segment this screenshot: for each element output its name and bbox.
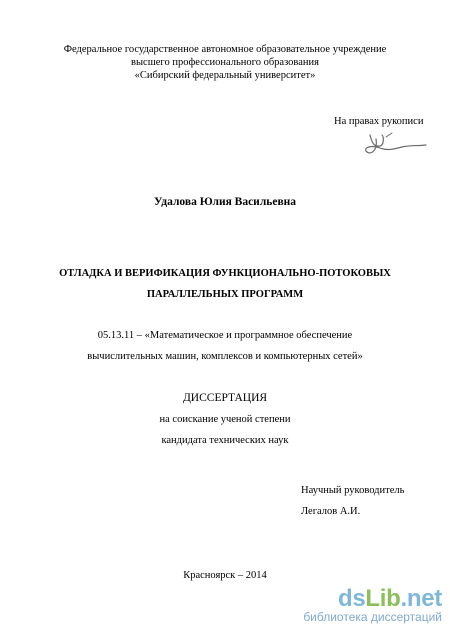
institution-header: [0, 43, 450, 82]
handwritten-signature: [362, 129, 430, 157]
author-name: Удалова Юлия Васильевна: [153, 196, 297, 208]
specialty-line-1: 05.13.11 – «Математическое и программное обеспечение: [97, 330, 353, 341]
logo-ds: ds: [338, 585, 366, 612]
institution-line-1: Федеральное государственное автономное образовательное учреждение: [63, 44, 387, 55]
dslib-logo: [303, 586, 442, 612]
degree-line-2: кандидата технических наук: [161, 435, 289, 446]
degree-line-1: на соискание ученой степени: [159, 414, 291, 425]
dissertation-degree-block: [0, 388, 450, 451]
supervisor-block: [301, 480, 404, 522]
city-year: Красноярск – 2014: [183, 570, 267, 581]
supervisor-name: Легалов А.И.: [301, 506, 361, 517]
logo-lib: Lib: [365, 585, 401, 612]
supervisor-label: Научный руководитель: [301, 485, 405, 496]
institution-line-3: «Сибирский федеральный университет»: [134, 70, 316, 81]
specialty-code: [0, 325, 450, 367]
specialty-line-2: вычислительных машин, комплексов и компьютерных сетей»: [87, 351, 363, 362]
logo-dot: .: [400, 585, 407, 612]
logo-net: net: [406, 585, 442, 612]
institution-line-2: высшего профессионального образования: [131, 57, 319, 68]
manuscript-rights-note: На правах рукописи: [334, 116, 424, 127]
watermark-subtitle: библиотека диссертаций: [303, 610, 442, 624]
dslib-watermark: [303, 586, 442, 624]
title-line-1: ОТЛАДКА И ВЕРИФИКАЦИЯ ФУНКЦИОНАЛЬНО-ПОТОКОВЫХ: [59, 268, 391, 279]
title-line-2: ПАРАЛЛЕЛЬНЫХ ПРОГРАММ: [146, 289, 304, 300]
dissertation-type: ДИССЕРТАЦИЯ: [182, 392, 268, 404]
dissertation-title: [0, 263, 450, 305]
